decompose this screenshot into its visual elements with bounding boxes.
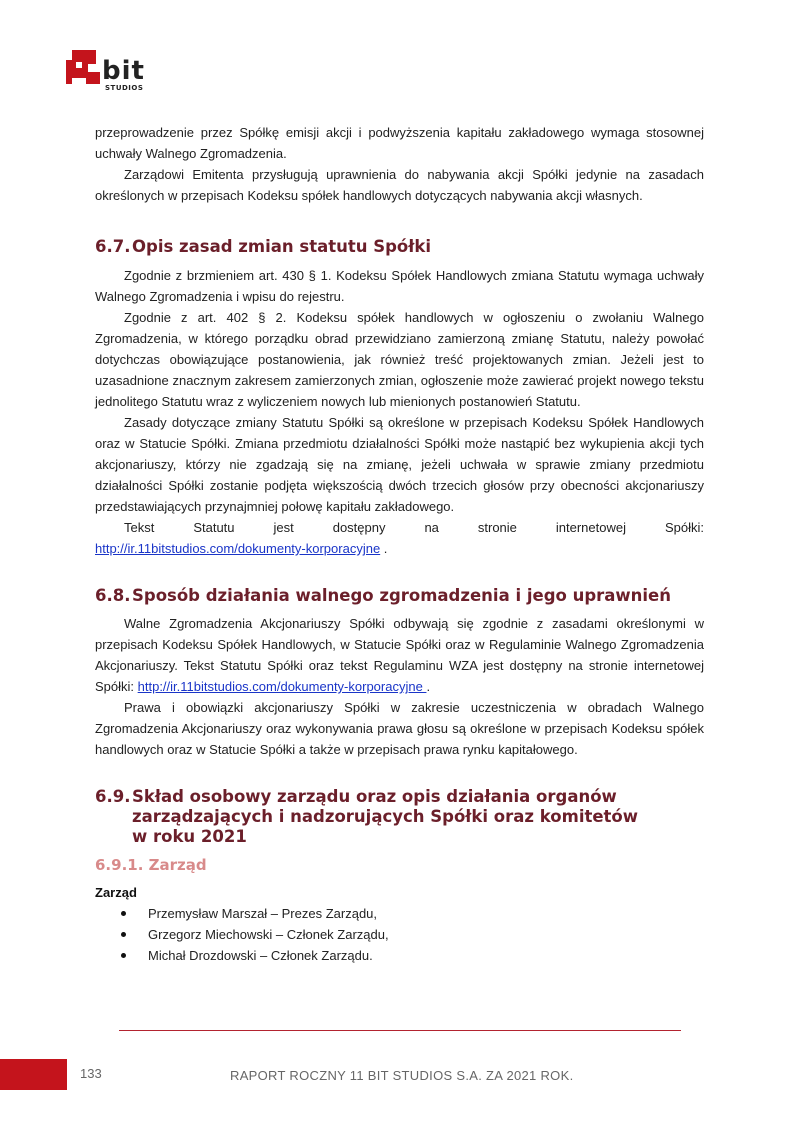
s68-paragraph-2: Prawa i obowiązki akcjonariuszy Spółki w zakresie uczestniczenia w obradach Walnego Zgromadzenia Akcjonariuszy oraz wykonywania prawa głosu są określone w przepisach Kodeksu spółek handlowych oraz w Statucie Spółki a także w przepisach prawa rynku kapitałowego.: [95, 700, 704, 757]
section-heading-6-9: [95, 787, 704, 847]
board-label: Zarząd: [95, 885, 137, 900]
section-title: Sposób działania walnego zgromadzenia i jego uprawnień: [132, 586, 671, 605]
bullet-icon: [121, 911, 126, 916]
section-number: 6.9.: [95, 787, 131, 806]
list-item: Grzegorz Miechowski – Członek Zarządu,: [95, 924, 704, 945]
section-number: 6.7.: [95, 237, 131, 256]
section-heading-6-8: [95, 586, 704, 606]
page-number: 133: [80, 1066, 102, 1081]
section-number: 6.8.: [95, 586, 131, 605]
s67-paragraph-1: Zgodnie z brzmieniem art. 430 § 1. Kodeksu Spółek Handlowych zmiana Statutu wymaga uchwały Walnego Zgromadzenia i wpisu do rejestru.: [95, 268, 704, 304]
list-item: Michał Drozdowski – Członek Zarządu.: [95, 945, 704, 966]
s68-paragraph-1: Walne Zgromadzenia Akcjonariuszy Spółki odbywają się zgodnie z zasadami określonymi w przepisach Kodeksu Spółek Handlowych, w Statucie Spółki oraz w Regulaminie Walnego Zgromadzenia Akcjonariuszy. Tekst Statutu Spółki oraz tekst Regulaminu WZA jest dostępny na stronie internetowej Spółki: http://ir.11bitstudios.com/dokumenty-korporacyjne .: [95, 616, 704, 694]
bullet-icon: [121, 953, 126, 958]
bullet-icon: [121, 932, 126, 937]
s67-paragraph-4: Tekst Statutu jest dostępny na stronie internetowej Spółki:: [124, 520, 704, 535]
wza-link[interactable]: http://ir.11bitstudios.com/dokumenty-korporacyjne: [137, 679, 427, 694]
footer-divider: [119, 1030, 681, 1031]
s67-paragraph-2: Zgodnie z art. 402 § 2. Kodeksu spółek handlowych w ogłoszeniu o zwołaniu Walnego Zgromadzenia, w którego porządku obrad przewidziano zamierzoną zmianę Statutu, należy powołać dotychczas obowiązujące postanowienia, jak również treść projektowanych zmian. Jeżeli jest to uzasadnione znacznym zakresem zamierzonych zmian, ogłoszenie może zawierać projekt nowego tekstu jednolitego Statutu wraz z wyliczeniem nowych lub mienionych postanowień Statutu.: [95, 310, 704, 409]
section-title: Skład osobowy zarządu oraz opis działania organów zarządzających i nadzorujących Spółki oraz komitetów w roku 2021: [132, 787, 639, 846]
footer-text: RAPORT ROCZNY 11 BIT STUDIOS S.A. ZA 2021 ROK.: [230, 1068, 574, 1083]
subsection-heading-6-9-1: 6.9.1. Zarząd: [95, 856, 207, 874]
s67-paragraph-3: Zasady dotyczące zmiany Statutu Spółki są określone w przepisach Kodeksu Spółek Handlowych oraz w Statucie Spółki. Zmiana przedmiotu działalności Spółki może nastąpić bez wykupienia akcji tych akcjonariuszy, którzy nie zgadzają się na zmianę, jeżeli uchwała w sprawie zmiany przedmiotu działalności Spółki zostanie podjęta większością dwóch trzecich głosów przy obecności akcjonariuszy przedstawiających przynajmniej połowę kapitału zakładowego.: [95, 415, 704, 514]
footer-accent-block: [0, 1059, 67, 1090]
statute-link[interactable]: http://ir.11bitstudios.com/dokumenty-korporacyjne: [95, 541, 381, 556]
logo-subtext: STUDIOS: [105, 84, 144, 92]
intro-paragraph-2: Zarządowi Emitenta przysługują uprawnienia do nabywania akcji Spółki jedynie na zasadach określonych w przepisach Kodeksu spółek handlowych dotyczących nabywania akcji własnych.: [95, 167, 704, 203]
section-title: Opis zasad zmian statutu Spółki: [132, 237, 432, 256]
page-content: [95, 122, 704, 966]
logo-text: bit: [102, 56, 145, 86]
section-heading-6-7: [95, 237, 704, 257]
board-members-list: [95, 903, 704, 966]
list-item: Przemysław Marszał – Prezes Zarządu,: [95, 903, 704, 924]
s67-link-line: http://ir.11bitstudios.com/dokumenty-korporacyjne .: [95, 541, 388, 556]
intro-paragraph-1: przeprowadzenie przez Spółkę emisji akcji i podwyższenia kapitału zakładowego wymaga stosownej uchwały Walnego Zgromadzenia.: [95, 125, 704, 161]
